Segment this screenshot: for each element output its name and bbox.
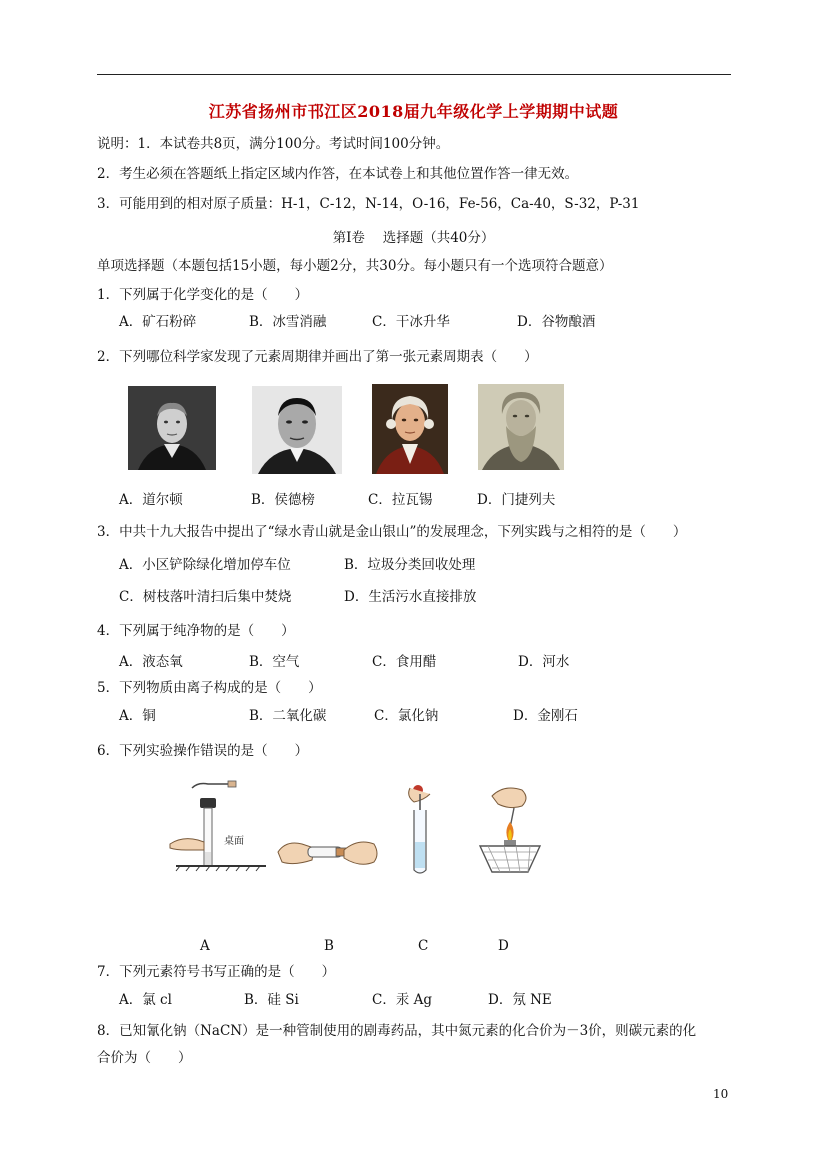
option-d: D．生活污水直接排放 [344, 589, 477, 605]
option-b: B．二氧化碳 [249, 708, 327, 724]
option-c: C．氯化钠 [374, 708, 439, 724]
option-d: D．谷物酿酒 [517, 314, 596, 330]
experiment-figure-a [168, 780, 268, 872]
option-b: B．垃圾分类回收处理 [344, 557, 476, 573]
desk-label: 桌面 [224, 836, 244, 847]
page-number: 10 [713, 1087, 729, 1101]
question-stem: 3．中共十九大报告中提出了“绿水青山就是金山银山”的发展理念，下列实践与之相符的是（ ） [97, 524, 687, 540]
option-a: A．矿石粉碎 [119, 314, 197, 330]
option-a: A．液态氧 [119, 654, 183, 670]
option-a: A．铜 [119, 708, 156, 724]
question-stem-continued: 合价为（ ） [97, 1050, 192, 1066]
question-stem: 5．下列物质由离子构成的是（ ） [97, 680, 322, 696]
option-d: D．门捷列夫 [477, 492, 556, 508]
scientist-photo-b [252, 386, 342, 474]
section-title: 第Ⅰ卷 选择题（共40分） [332, 230, 495, 246]
question-stem: 2．下列哪位科学家发现了元素周期律并画出了第一张元素周期表（ ） [97, 349, 538, 365]
figure-label-b: B [324, 938, 334, 954]
note-line: 3．可能用到的相对原子质量：H-1，C-12，N-14，O-16，Fe-56，Ca-40，S-32，P-31 [97, 196, 640, 212]
option-c: C．树枝落叶清扫后集中焚烧 [119, 589, 292, 605]
option-b: B．空气 [249, 654, 300, 670]
option-b: B．冰雪消融 [249, 314, 327, 330]
note-line: 说明：1．本试卷共8页，满分100分。考试时间100分钟。 [97, 136, 450, 152]
option-a: A．道尔顿 [119, 492, 183, 508]
option-b: B．侯德榜 [251, 492, 315, 508]
question-stem: 8．已知氰化钠（NaCN）是一种管制使用的剧毒药品，其中氮元素的化合价为－3价，则碳元素的化 [97, 1023, 697, 1039]
figure-label-c: C [418, 938, 429, 954]
document-title: 江苏省扬州市邗江区2018届九年级化学上学期期中试题 [208, 102, 619, 121]
experiment-figure-d [470, 784, 550, 874]
question-stem: 4．下列属于纯净物的是（ ） [97, 623, 295, 639]
section-intro: 单项选择题（本题包括15小题，每小题2分，共30分。每小题只有一个选项符合题意） [97, 258, 613, 274]
option-c: C．拉瓦锡 [368, 492, 433, 508]
scientist-photo-d [478, 384, 564, 470]
option-a: A．小区铲除绿化增加停车位 [119, 557, 291, 573]
scientist-photo-a [128, 386, 216, 470]
figure-label-a: A [200, 938, 210, 954]
option-b: B．硅 Si [244, 992, 299, 1008]
option-c: C．汞 Ag [372, 992, 433, 1008]
option-d: D．氖 NE [488, 992, 552, 1008]
note-line: 2．考生必须在答题纸上指定区域内作答，在本试卷上和其他位置作答一律无效。 [97, 166, 579, 182]
option-a: A．氯 cl [119, 992, 172, 1008]
option-c: C．干冰升华 [372, 314, 450, 330]
question-stem: 7．下列元素符号书写正确的是（ ） [97, 964, 336, 980]
question-stem: 1．下列属于化学变化的是（ ） [97, 287, 309, 303]
question-stem: 6．下列实验操作错误的是（ ） [97, 743, 309, 759]
experiment-figure-b [274, 832, 382, 874]
option-c: C．食用醋 [372, 654, 437, 670]
option-d: D．河水 [518, 654, 570, 670]
scientist-photo-c [372, 384, 448, 474]
top-rule [97, 74, 731, 75]
option-d: D．金刚石 [513, 708, 578, 724]
experiment-figure-c [400, 780, 452, 876]
figure-label-d: D [498, 938, 509, 954]
